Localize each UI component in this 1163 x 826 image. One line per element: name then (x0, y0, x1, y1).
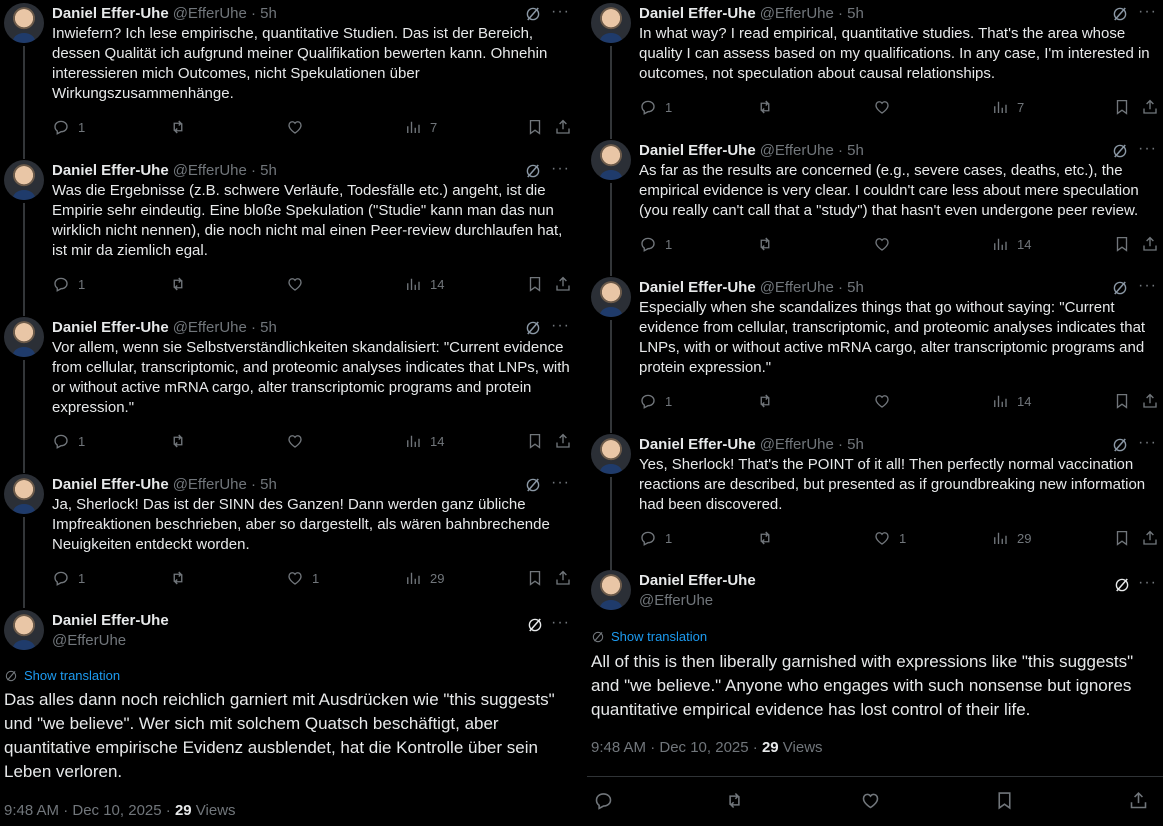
views-button[interactable] (991, 96, 1024, 118)
views-count: 14 (430, 276, 445, 292)
avatar[interactable] (591, 434, 631, 474)
tweet-actions (52, 116, 576, 138)
more-icon[interactable]: ··· (551, 160, 570, 177)
reply-button[interactable] (52, 430, 85, 452)
reply-count: 1 (665, 530, 673, 546)
like-button[interactable] (286, 567, 319, 589)
tweet-actions (587, 776, 1163, 823)
reply-button[interactable] (639, 233, 672, 255)
timestamp[interactable]: 9:48 AM · Dec 10, 2025 · (4, 802, 175, 819)
like-icon (873, 235, 891, 253)
avatar[interactable] (4, 474, 44, 514)
like-button[interactable] (873, 96, 899, 118)
thread-line (610, 477, 612, 570)
repost-icon (169, 275, 187, 293)
reply-icon (52, 569, 70, 587)
author-name[interactable]: Daniel Effer-Uhe (639, 279, 756, 296)
bookmark-button[interactable] (1113, 390, 1131, 412)
thread-line (23, 46, 25, 159)
author-name[interactable]: Daniel Effer-Uhe (52, 5, 169, 22)
more-icon[interactable]: ··· (551, 614, 570, 631)
views-button[interactable] (991, 233, 1031, 255)
bookmark-icon (1113, 392, 1131, 410)
avatar[interactable] (591, 277, 631, 317)
reply-button[interactable] (52, 116, 85, 138)
tweet-actions (52, 273, 576, 295)
author-name[interactable]: Daniel Effer-Uhe (639, 142, 756, 159)
share-button[interactable] (1141, 96, 1159, 118)
views-label: Views (778, 739, 823, 756)
more-icon[interactable]: ··· (1138, 277, 1157, 294)
repost-button[interactable] (756, 96, 774, 118)
show-translation-link[interactable] (4, 668, 120, 683)
thread-line (610, 320, 612, 433)
tweet-actions (639, 233, 1163, 255)
bookmark-button[interactable] (526, 116, 544, 138)
more-icon[interactable]: ··· (551, 474, 570, 491)
repost-button[interactable] (724, 789, 745, 811)
reply-count: 1 (665, 236, 673, 252)
like-button[interactable] (286, 430, 312, 452)
reply-icon (639, 98, 657, 116)
reply-button[interactable] (639, 527, 672, 549)
like-button[interactable] (286, 273, 312, 295)
repost-icon (169, 432, 187, 450)
views-icon (991, 235, 1009, 253)
views-count: 7 (1017, 99, 1025, 115)
bookmark-button[interactable] (526, 273, 544, 295)
tweet-actions (52, 567, 576, 589)
thread-column-german (0, 0, 576, 826)
repost-button[interactable] (169, 273, 187, 295)
reply-count: 1 (78, 570, 86, 586)
repost-icon (724, 790, 745, 811)
views-count: 29 (430, 570, 445, 586)
like-button[interactable] (873, 233, 899, 255)
reply-icon (593, 790, 614, 811)
author-handle[interactable]: @EfferUhe · 5h (759, 5, 864, 22)
more-icon[interactable]: ··· (1138, 140, 1157, 157)
tweet-actions (52, 430, 576, 452)
reply-tweet[interactable] (0, 314, 576, 471)
author-handle[interactable]: @EfferUhe (639, 592, 714, 609)
views-icon (991, 392, 1009, 410)
bookmark-icon (1113, 529, 1131, 547)
author-handle[interactable]: @EfferUhe · 5h (172, 5, 277, 22)
more-icon[interactable]: ··· (1138, 434, 1157, 451)
grok-icon[interactable] (1111, 142, 1129, 160)
grok-icon[interactable] (1111, 5, 1129, 23)
tweet-meta (591, 739, 823, 756)
show-translation-label: Show translation (611, 629, 708, 644)
reply-button[interactable] (593, 789, 614, 811)
like-button[interactable] (873, 390, 899, 412)
views-label: Views (191, 802, 236, 819)
share-button[interactable] (1141, 390, 1159, 412)
grok-icon[interactable] (524, 319, 542, 337)
thread-line (23, 360, 25, 473)
reply-icon (639, 529, 657, 547)
reply-tweet[interactable] (0, 0, 576, 157)
reply-icon (639, 235, 657, 253)
grok-icon[interactable] (1111, 436, 1129, 454)
tweet-text: Das alles dann noch reichlich garniert mit Ausdrücken wie "this suggests" und "we believe". Wer sich mit solchem Quatsch beschäftigt, aber quantitative empirische Evidenz ausblendet, hat die Kontrolle über sein Leben verloren. (4, 690, 555, 781)
share-button[interactable] (554, 567, 572, 589)
grok-icon[interactable] (524, 5, 542, 23)
reply-count: 1 (78, 119, 86, 135)
share-icon (554, 432, 572, 450)
tweet-text: All of this is then liberally garnished with expressions like "this suggests" and "we believe." Anyone who engages with such nonsense but ignores quantitative empirical evidence has lost control of their life. (591, 652, 1134, 719)
repost-icon (756, 529, 774, 547)
like-icon (873, 392, 891, 410)
like-icon (860, 790, 881, 811)
author-name[interactable]: Daniel Effer-Uhe (639, 5, 756, 22)
bookmark-icon (526, 432, 544, 450)
author-handle[interactable]: @EfferUhe · 5h (759, 279, 864, 296)
reply-icon (52, 432, 70, 450)
repost-icon (756, 98, 774, 116)
views-count: 14 (1017, 393, 1032, 409)
timestamp[interactable]: 9:48 AM · Dec 10, 2025 · (591, 739, 762, 756)
views-count: 14 (1017, 236, 1032, 252)
repost-button[interactable] (756, 390, 774, 412)
grok-icon[interactable] (524, 162, 542, 180)
reply-tweet[interactable] (0, 471, 576, 606)
share-icon (554, 275, 572, 293)
more-icon[interactable]: ··· (551, 317, 570, 334)
grok-icon[interactable] (1113, 576, 1131, 594)
author-name[interactable]: Daniel Effer-Uhe (52, 476, 169, 493)
author-handle[interactable]: @EfferUhe · 5h (172, 162, 277, 179)
views-icon (404, 275, 422, 293)
translate-icon (591, 630, 605, 644)
main-tweet[interactable] (0, 606, 576, 826)
reply-count: 1 (78, 276, 86, 292)
reply-tweet[interactable] (0, 157, 576, 314)
tweet-text: Yes, Sherlock! That's the POINT of it all! Then perfectly normal vaccination reactions are described, but presented as if groundbreaking new information had been discovered. (639, 456, 1146, 513)
share-button[interactable] (554, 116, 572, 138)
avatar[interactable] (4, 317, 44, 357)
bookmark-icon (994, 790, 1015, 811)
grok-icon[interactable] (526, 616, 544, 634)
like-icon (873, 529, 891, 547)
reply-count: 1 (78, 433, 86, 449)
main-tweet[interactable] (587, 566, 1163, 826)
reply-button[interactable] (52, 273, 85, 295)
reply-tweet[interactable] (587, 137, 1163, 274)
show-translation-link[interactable] (591, 629, 707, 644)
more-icon[interactable]: ··· (1138, 3, 1157, 20)
repost-icon (756, 392, 774, 410)
like-icon (286, 275, 304, 293)
tweet-meta (4, 802, 236, 819)
like-button[interactable] (860, 789, 881, 811)
share-icon (554, 569, 572, 587)
bookmark-button[interactable] (526, 430, 544, 452)
bookmark-button[interactable] (1113, 96, 1131, 118)
like-button[interactable] (873, 527, 906, 549)
author-name[interactable]: Daniel Effer-Uhe (52, 612, 169, 629)
tweet-text: Was die Ergebnisse (z.B. schwere Verläufe, Todesfälle etc.) angeht, ist die Empirie sehr eindeutig. Eine bloße Spekulation ("Studie" kann man das nun wirklich nicht nennen), die noch nicht mal einen Peer-review durchlaufen hat, ist mir da ziemlich egal. (52, 182, 563, 259)
thread-line (610, 183, 612, 276)
avatar[interactable] (591, 3, 631, 43)
share-icon (1141, 392, 1159, 410)
avatar[interactable] (591, 140, 631, 180)
avatar[interactable] (4, 610, 44, 650)
share-button[interactable] (1141, 233, 1159, 255)
share-button[interactable] (1141, 527, 1159, 549)
views-count: 7 (430, 119, 438, 135)
like-count: 1 (899, 530, 907, 546)
like-icon (286, 432, 304, 450)
views-icon (404, 569, 422, 587)
show-translation-label: Show translation (24, 668, 121, 683)
repost-icon (169, 118, 187, 136)
translate-icon (4, 669, 18, 683)
tweet-text: Especially when she scandalizes things that go without saying: "Current evidence from cellular, transcriptomic, and proteomic analyses indicates that LNPs, with or without active mRNA cargo, alter transcriptomic programs and protein expression." (639, 299, 1146, 376)
more-icon[interactable]: ··· (551, 3, 570, 20)
author-handle[interactable]: @EfferUhe · 5h (759, 142, 864, 159)
like-icon (873, 98, 891, 116)
reply-button[interactable] (639, 96, 672, 118)
share-button[interactable] (1128, 789, 1149, 811)
views-button[interactable] (991, 527, 1031, 549)
views-icon (404, 118, 422, 136)
views-icon (404, 432, 422, 450)
reply-icon (52, 118, 70, 136)
bookmark-button[interactable] (1113, 233, 1131, 255)
reply-count: 1 (665, 99, 673, 115)
reply-button[interactable] (52, 567, 85, 589)
like-icon (286, 118, 304, 136)
share-icon (1141, 529, 1159, 547)
bookmark-icon (526, 569, 544, 587)
tweet-actions (639, 96, 1163, 118)
views-icon (991, 98, 1009, 116)
views-button[interactable] (404, 430, 444, 452)
avatar[interactable] (591, 570, 631, 610)
reply-button[interactable] (639, 390, 672, 412)
tweet-text: Inwiefern? Ich lese empirische, quantitative Studien. Das ist der Bereich, dessen Qualität ich aufgrund meiner Qualifikation bewerten kann. Ohnehin interessieren mich Outcomes, nicht Spekulationen über Wirkungszusammenhänge. (52, 25, 548, 102)
share-icon (1141, 98, 1159, 116)
thread-line (23, 517, 25, 608)
grok-icon[interactable] (524, 476, 542, 494)
bookmark-icon (526, 118, 544, 136)
reply-tweet[interactable] (587, 431, 1163, 568)
repost-button[interactable] (169, 430, 187, 452)
views-button[interactable] (404, 273, 444, 295)
share-button[interactable] (554, 430, 572, 452)
author-handle[interactable]: @EfferUhe (52, 632, 127, 649)
tweet-actions (639, 390, 1163, 412)
reply-tweet[interactable] (587, 274, 1163, 431)
views-button[interactable] (991, 390, 1031, 412)
views-count: 29 (1017, 530, 1032, 546)
author-name[interactable]: Daniel Effer-Uhe (639, 572, 756, 589)
thread-column-english (587, 0, 1163, 826)
views-count: 29 (761, 739, 779, 756)
views-count: 29 (174, 802, 192, 819)
like-icon (286, 569, 304, 587)
author-name[interactable]: Daniel Effer-Uhe (639, 436, 756, 453)
tweet-text: Vor allem, wenn sie Selbstverständlichkeiten skandalisiert: "Current evidence from cellular, transcriptomic, and proteomic analyses indicates that LNPs, with or without active mRNA cargo, alter transcriptomic programs and protein expression." (52, 339, 570, 416)
like-count: 1 (312, 570, 320, 586)
author-handle[interactable]: @EfferUhe · 5h (759, 436, 864, 453)
repost-button[interactable] (756, 527, 774, 549)
bookmark-button[interactable] (994, 789, 1015, 811)
author-handle[interactable]: @EfferUhe · 5h (172, 476, 277, 493)
share-icon (554, 118, 572, 136)
share-icon (1141, 235, 1159, 253)
repost-button[interactable] (169, 116, 187, 138)
views-button[interactable] (404, 567, 444, 589)
author-handle[interactable]: @EfferUhe · 5h (172, 319, 277, 336)
repost-icon (756, 235, 774, 253)
bookmark-icon (1113, 98, 1131, 116)
share-icon (1128, 790, 1149, 811)
bookmark-button[interactable] (526, 567, 544, 589)
like-button[interactable] (286, 116, 312, 138)
repost-button[interactable] (169, 567, 187, 589)
repost-button[interactable] (756, 233, 774, 255)
more-icon[interactable]: ··· (1138, 574, 1157, 591)
avatar[interactable] (4, 3, 44, 43)
avatar[interactable] (4, 160, 44, 200)
tweet-text: In what way? I read empirical, quantitative studies. That's the area whose quality I can assess based on my qualifications. In any case, I'm interested in outcomes, not speculation about causal relationships. (639, 25, 1150, 82)
bookmark-icon (526, 275, 544, 293)
repost-icon (169, 569, 187, 587)
reply-icon (52, 275, 70, 293)
tweet-text: Ja, Sherlock! Das ist der SINN des Ganzen! Dann werden ganz übliche Impfreaktionen beschrieben, aber so dargestellt, als wären bahnbrechende Neuigkeiten entdeckt worden. (52, 496, 550, 553)
thread-line (610, 46, 612, 139)
reply-count: 1 (665, 393, 673, 409)
views-button[interactable] (404, 116, 437, 138)
tweet-text: As far as the results are concerned (e.g., severe cases, deaths, etc.), the empirical evidence is very clear. I couldn't care less about mere speculation (you really can't call that a "study") that hasn't even undergone peer review. (639, 162, 1139, 219)
thread-line (23, 203, 25, 316)
author-name[interactable]: Daniel Effer-Uhe (52, 319, 169, 336)
grok-icon[interactable] (1111, 279, 1129, 297)
tweet-actions (639, 527, 1163, 549)
reply-icon (639, 392, 657, 410)
views-count: 14 (430, 433, 445, 449)
bookmark-icon (1113, 235, 1131, 253)
bookmark-button[interactable] (1113, 527, 1131, 549)
reply-tweet[interactable] (587, 0, 1163, 137)
author-name[interactable]: Daniel Effer-Uhe (52, 162, 169, 179)
views-icon (991, 529, 1009, 547)
share-button[interactable] (554, 273, 572, 295)
